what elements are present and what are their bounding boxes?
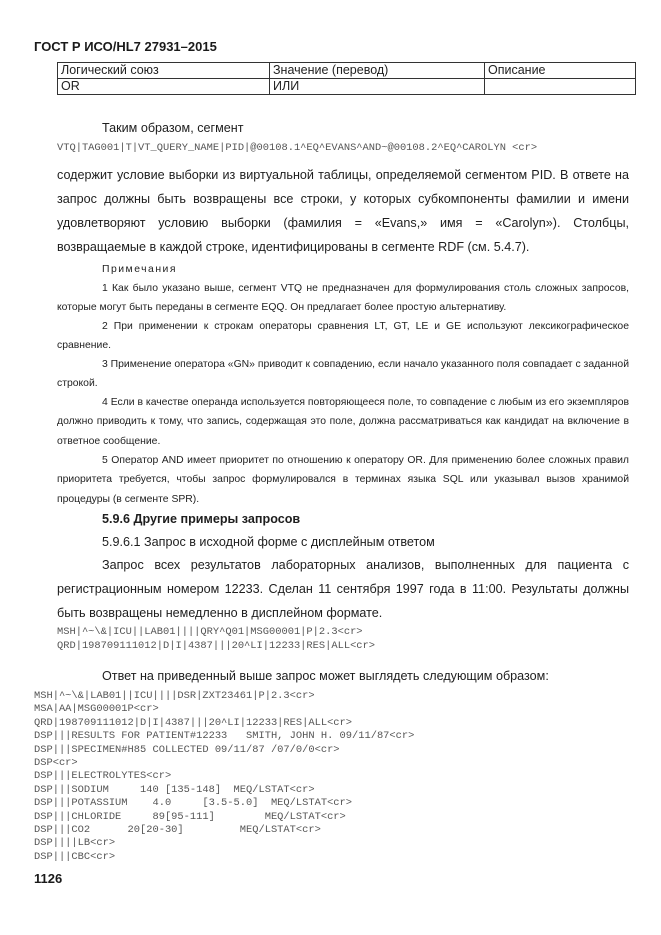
paragraph-pid: содержит условие выборки из виртуальной таблицы, определяемой сегментом PID. В ответе на запрос должны быть возвращены все строки, у которых субкомпоненты фамилии и имени удовлетворяют условию выборки (фамилия = «Evans,» имя = «Carolyn»). Столбцы, возвращаемые в каждой строке, идентифицированы в сегменте RDF (см. 5.4.7). [57,168,629,254]
response-code-line: QRD|198709111012|D|I|4387|||20^LI|12233|RES|ALL<cr> [34,716,353,729]
note-1: 1 Как было указано выше, сегмент VTQ не предназначен для формулирования столь сложных запросов, которые могут быть переданы в сегменте EQQ. Он предлагает более простую альтернативу. [57,283,629,314]
vtq-code: VTQ|TAG001|T|VT_QUERY_NAME|PID|@00108.1^EQ^EVANS^AND~@00108.2^EQ^CAROLYN <cr> [57,142,538,154]
response-code-line: DSP|||POTASSIUM 4.0 [3.5-5.0] MEQ/LSTAT<cr> [34,797,353,810]
response-code-block [34,690,414,864]
response-code-line: DSP|||CHLORIDE 89[95-111] MEQ/LSTAT<cr> [34,810,346,823]
response-code-line: DSP|||RESULTS FOR PATIENT#12233 SMITH, JOHN H. 09/11/87<cr> [34,730,415,743]
response-code-line: MSH|^~\&|LAB01||ICU||||DSR|ZXT23461|P|2.3<cr> [34,690,315,702]
table-row [58,79,636,95]
response-code-line: DSP|||CBC<cr> [34,850,116,863]
query-code-line: QRD|198709111012|D|I|4387|||20^LI|12233|RES|ALL<cr> [57,640,376,652]
logical-operator-table [57,62,636,95]
page-number: 1126 [34,871,63,886]
section-heading: 5.9.6 Другие примеры запросов [102,512,301,526]
query-code-line: MSH|^~\&|ICU||LAB01||||QRY^Q01|MSG00001|P|2.3<cr> [57,626,363,638]
note-2: 2 При применении к строкам операторы сравнения LT, GT, LE и GE используют лексикографическое сравнение. [57,321,629,352]
response-code-line: MSA|AA|MSG00001P<cr> [34,703,159,716]
response-code-line: DSP|||SODIUM 140 [135-148] MEQ/LSTAT<cr> [34,783,315,796]
response-code-line: DSP|||SPECIMEN#H85 COLLECTED 09/11/87 /07/0/0<cr> [34,743,340,756]
note-4: 4 Если в качестве операнда используется повторяющееся поле, то совпадение с любым из его экземпляров должно приводить к тому, что запись, содержащая это поле, должна рассматриваться как кандидат на включение в ответное сообщение. [57,397,629,447]
table-header-cell: Логический союз [58,63,270,79]
section-paragraph: Запрос всех результатов лабораторных анализов, выполненных для пациента с регистрационным номером 12233. Сделан 11 сентября 1997 года в 11:00. Результаты должны быть возвращены немедленно в дисплейном формате. [57,558,629,620]
table-header-cell: Описание [485,63,636,79]
response-code-line: DSP<cr> [34,757,78,770]
table-header-row [58,63,636,79]
intro-text: Таким образом, сегмент [102,121,244,135]
response-code-line: DSP|||CO2 20[20-30] MEQ/LSTAT<cr> [34,824,321,837]
table-cell [485,79,636,95]
table-cell: ИЛИ [270,79,485,95]
notes-title: Примечания [102,264,177,275]
response-intro: Ответ на приведенный выше запрос может выглядеть следующим образом: [102,669,549,683]
note-3: 3 Применение оператора «GN» приводит к совпадению, если начало указанного поля совпадает с заданной строкой. [57,359,629,390]
note-5: 5 Оператор AND имеет приоритет по отношению к оператору OR. Для применению более сложных правил приоритета требуется, чтобы запрос формулировался в терминах языка SQL или указывал вызов хранимой процедуры (в сегменте SPR). [57,455,629,505]
section-subheading: 5.9.6.1 Запрос в исходной форме с дисплейным ответом [102,535,435,549]
table-header-cell: Значение (перевод) [270,63,485,79]
response-code-line: DSP||||LB<cr> [34,837,116,850]
standard-header: ГОСТ Р ИСО/HL7 27931–2015 [34,39,217,54]
response-code-line: DSP|||ELECTROLYTES<cr> [34,770,172,783]
table-cell: OR [58,79,270,95]
